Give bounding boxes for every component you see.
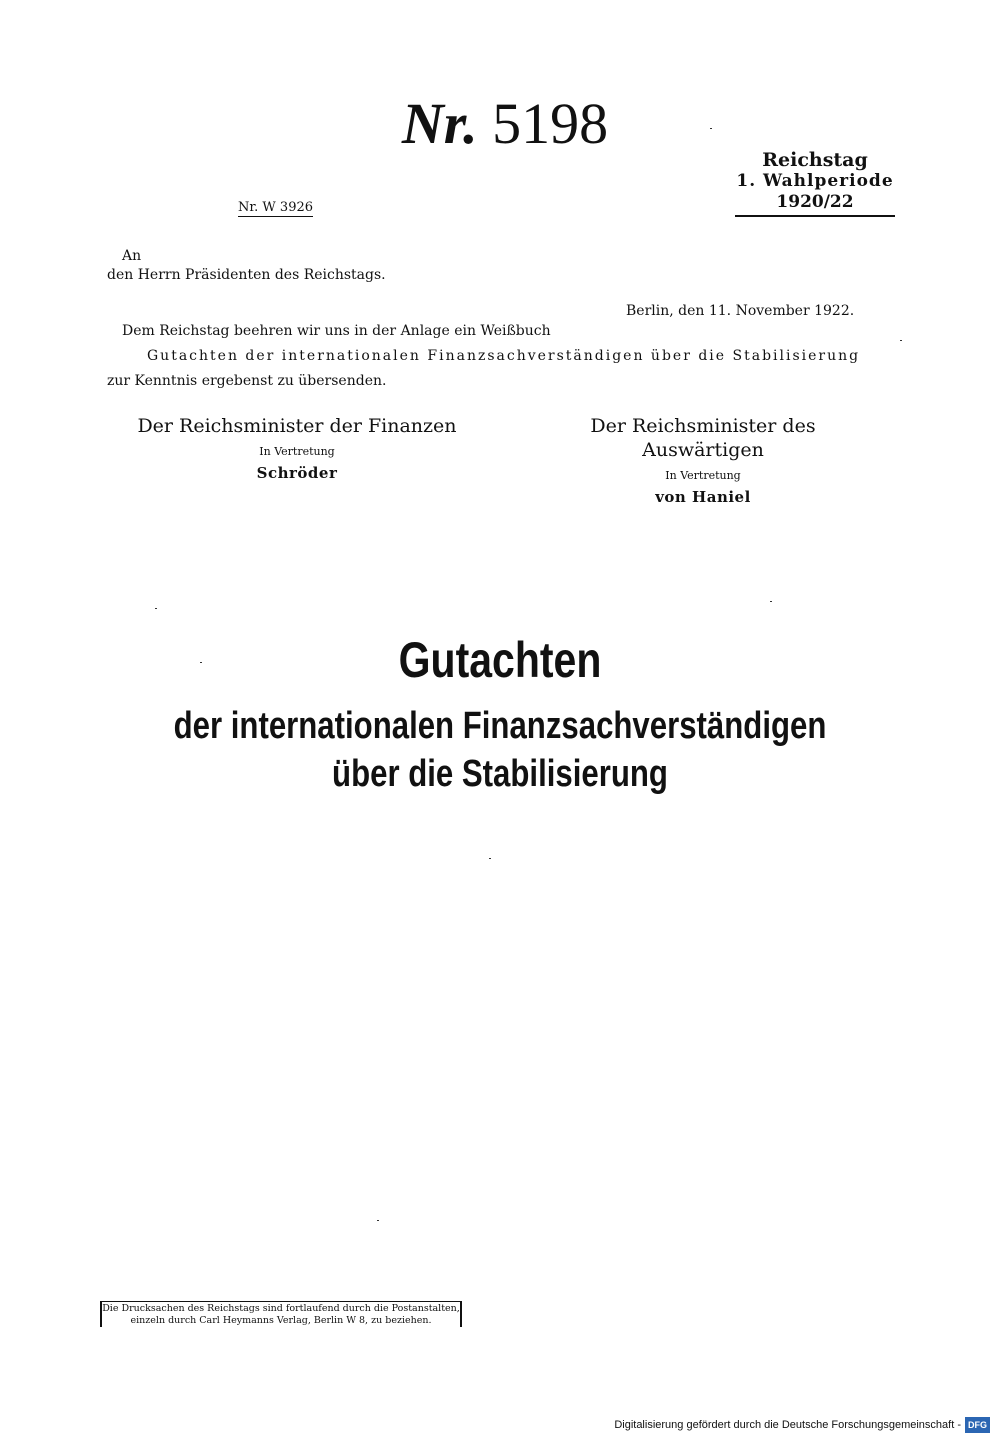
main-subtitle-line-2: über die Stabilisierung: [332, 753, 668, 795]
scan-speck: [377, 1220, 379, 1221]
signature-left-name: Schröder: [256, 464, 338, 482]
recipient-line-2: den Herrn Präsidenten des Reichstags.: [107, 267, 386, 283]
letter-body-line-2: Gutachten der internationalen Finanzsachverständigen über die Stabilisierung: [147, 348, 861, 364]
letter-body-line-3: zur Kenntnis ergebenst zu übersenden.: [107, 373, 387, 389]
signature-right-title: Der Reichsminister des Auswärtigen: [590, 415, 816, 461]
footer-text: Digitalisierung gefördert durch die Deutsche Forschungsgemeinschaft -: [614, 1419, 961, 1431]
digitization-footer: [614, 1417, 990, 1433]
signature-right-name: von Haniel: [655, 488, 751, 506]
stamp-line-1: Reichstag: [762, 149, 868, 171]
imprint-line-2: einzeln durch Carl Heymanns Verlag, Berlin W 8, zu beziehen.: [130, 1315, 432, 1326]
reference-number: Nr. W 3926: [238, 200, 314, 215]
imprint-line-1: Die Drucksachen des Reichstags sind fortlaufend durch die Postanstalten,: [102, 1303, 460, 1314]
signature-left-representation: In Vertretung: [259, 445, 335, 458]
scan-speck: [200, 662, 202, 663]
reichstag-stamp: [730, 150, 900, 217]
document-number-prefix: Nr.: [401, 91, 478, 156]
main-title: Gutachten: [398, 632, 602, 688]
stamp-line-2: 1. Wahlperiode: [736, 171, 894, 191]
stamp-line-3: 1920/22: [735, 192, 895, 217]
scan-speck: [710, 128, 712, 129]
scan-speck: [900, 340, 902, 341]
dfg-logo: DFG: [965, 1417, 990, 1433]
document-number: [0, 92, 1000, 156]
letter-body-line-1: Dem Reichstag beehren wir uns in der Anlage ein Weißbuch: [122, 323, 551, 339]
signature-right-representation: In Vertretung: [665, 469, 741, 482]
letter-date: Berlin, den 11. November 1922.: [626, 303, 855, 319]
signature-left-title: Der Reichsminister der Finanzen: [137, 415, 457, 437]
main-subtitle-line-1: der internationalen Finanzsachverständigen: [173, 705, 827, 747]
recipient-line-1: An: [122, 248, 142, 264]
document-number-value: 5198: [492, 91, 609, 156]
signature-left: [127, 414, 467, 484]
signature-right: [533, 414, 873, 508]
scan-speck: [155, 608, 157, 609]
imprint-box: [100, 1301, 462, 1327]
scan-speck: [770, 601, 772, 602]
scan-speck: [489, 858, 491, 859]
